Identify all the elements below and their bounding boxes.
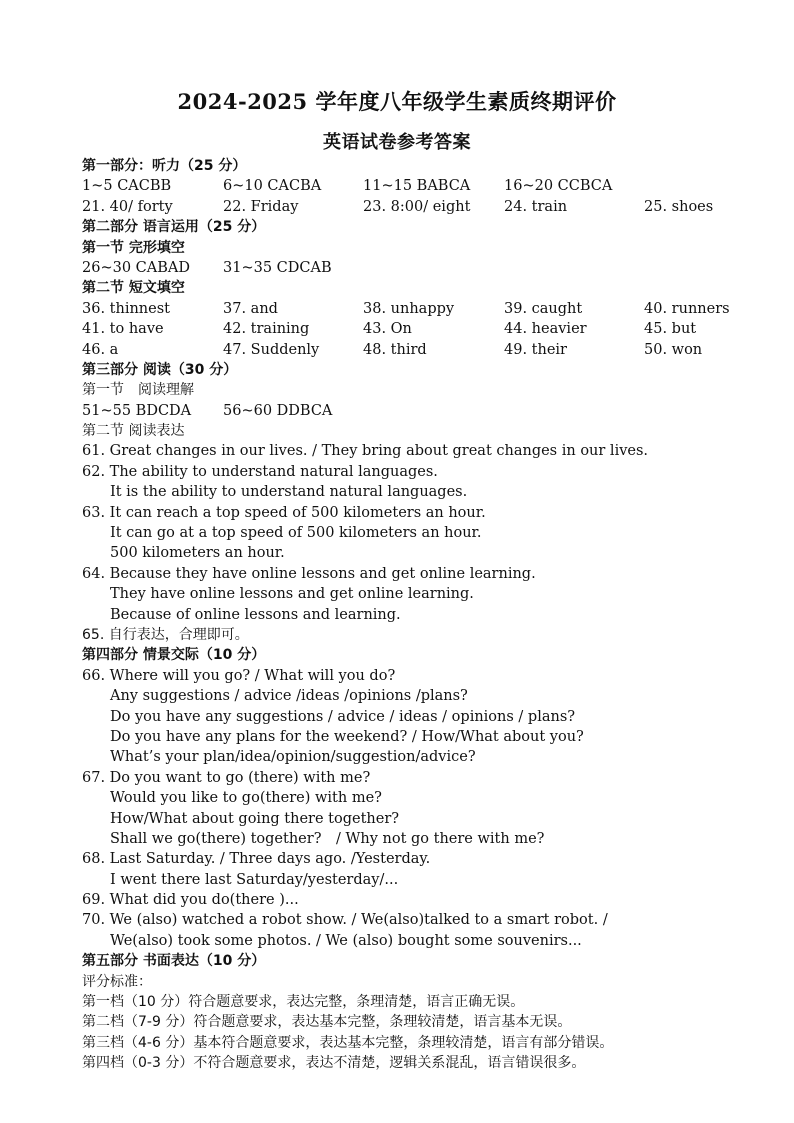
answer-line: 65. 自行表达，合理即可。 bbox=[82, 626, 249, 643]
answer-content bbox=[82, 156, 762, 1074]
answer-cell: 56~60 DDBCA bbox=[223, 402, 333, 419]
answer-line: Do you have any suggestions / advice / ideas / opinions / plans? bbox=[110, 708, 576, 725]
answer-line: I went there last Saturday/yesterday/... bbox=[110, 871, 399, 888]
answer-line: 61. Great changes in our lives. / They bring about great changes in our lives. bbox=[82, 443, 649, 460]
answer-cell: 11~15 BABCA bbox=[363, 178, 471, 195]
answer-cell: 41. to have bbox=[82, 321, 164, 338]
answer-cell: 24. train bbox=[504, 198, 568, 215]
answer-cell: 22. Friday bbox=[223, 198, 299, 215]
answer-cell: 43. On bbox=[363, 321, 412, 338]
criteria-line: 第二档（7-9 分）符合题意要求，表达基本完整，条理较清楚，语言基本无误。 bbox=[82, 1014, 572, 1031]
answer-cell: 39. caught bbox=[504, 300, 583, 317]
part3-heading: 第三部分 阅读（30 分） bbox=[82, 361, 238, 378]
answer-cell: 31~35 CDCAB bbox=[223, 259, 332, 276]
answer-cell: 46. a bbox=[82, 341, 119, 358]
answer-line: 67. Do you want to go (there) with me? bbox=[82, 769, 371, 786]
criteria-line: 第三档（4-6 分）基本符合题意要求，表达基本完整，条理较清楚，语言有部分错误。 bbox=[82, 1034, 614, 1051]
answer-cell: 40. runners bbox=[644, 300, 730, 317]
part1-row1 bbox=[82, 176, 762, 196]
answer-line: Do you have any plans for the weekend? / How/What about you? bbox=[110, 728, 584, 745]
answer-line: 63. It can reach a top speed of 500 kilometers an hour. bbox=[82, 504, 486, 521]
part2-section1-row bbox=[82, 258, 762, 278]
answer-cell: 37. and bbox=[223, 300, 278, 317]
answer-cell: 16~20 CCBCA bbox=[504, 178, 613, 195]
answer-cell: 38. unhappy bbox=[363, 300, 455, 317]
part2-heading: 第二部分 语言运用（25 分） bbox=[82, 219, 266, 236]
answer-cell: 51~55 BDCDA bbox=[82, 402, 192, 419]
part2-section2-row bbox=[82, 340, 762, 360]
answer-cell: 26~30 CABAD bbox=[82, 259, 190, 276]
part1-row2 bbox=[82, 197, 762, 217]
answer-line: Any suggestions / advice /ideas /opinions /plans? bbox=[110, 688, 468, 705]
answer-cell: 23. 8:00/ eight bbox=[363, 198, 471, 215]
part2-section1-heading: 第一节 完形填空 bbox=[82, 239, 185, 256]
answer-line: It can go at a top speed of 500 kilometers an hour. bbox=[110, 525, 482, 542]
answer-cell: 44. heavier bbox=[504, 321, 587, 338]
answer-line: How/What about going there together? bbox=[110, 810, 400, 827]
part3-section1-row bbox=[82, 401, 762, 421]
answer-cell: 42. training bbox=[223, 321, 310, 338]
part2-section2-heading: 第二节 短文填空 bbox=[82, 280, 185, 297]
answer-cell: 1~5 CACBB bbox=[82, 178, 172, 195]
answer-line: Would you like to go(there) with me? bbox=[110, 790, 382, 807]
part2-section2-row bbox=[82, 299, 762, 319]
answer-line: 66. Where will you go? / What will you do? bbox=[82, 667, 396, 684]
answer-line: 62. The ability to understand natural languages. bbox=[82, 463, 438, 480]
answer-cell: 50. won bbox=[644, 341, 703, 358]
criteria-label: 评分标准： bbox=[82, 973, 152, 990]
answer-line: Shall we go(there) together? / Why not go there with me? bbox=[110, 830, 545, 847]
answer-cell: 21. 40/ forty bbox=[82, 198, 173, 215]
answer-cell: 36. thinnest bbox=[82, 300, 170, 317]
part2-section2-row bbox=[82, 319, 762, 339]
document-subtitle: 英语试卷参考答案 bbox=[323, 132, 471, 153]
answer-cell: 45. but bbox=[644, 321, 697, 338]
answer-line: 69. What did you do(there )... bbox=[82, 892, 299, 909]
answer-line: They have online lessons and get online learning. bbox=[110, 586, 474, 603]
answer-cell: 47. Suddenly bbox=[223, 341, 320, 358]
answer-line: We(also) took some photos. / We (also) bought some souvenirs... bbox=[110, 932, 582, 949]
answer-cell: 49. their bbox=[504, 341, 567, 358]
answer-cell: 6~10 CACBA bbox=[223, 178, 322, 195]
part4-heading: 第四部分 情景交际（10 分） bbox=[82, 647, 266, 664]
answer-line: 68. Last Saturday. / Three days ago. /Yesterday. bbox=[82, 851, 431, 868]
document-title: 2024-2025 学年度八年级学生素质终期评价 bbox=[177, 89, 617, 114]
answer-cell: 25. shoes bbox=[644, 198, 714, 215]
answer-line: 500 kilometers an hour. bbox=[110, 545, 285, 562]
criteria-line: 第一档（10 分）符合题意要求，表达完整，条理清楚，语言正确无误。 bbox=[82, 994, 525, 1011]
part1-heading: 第一部分：听力（25 分） bbox=[82, 158, 247, 174]
answer-line: What’s your plan/idea/opinion/suggestion/advice? bbox=[110, 749, 476, 766]
answer-cell: 48. third bbox=[363, 341, 427, 358]
answer-line: Because of online lessons and learning. bbox=[110, 606, 401, 623]
answer-line: It is the ability to understand natural languages. bbox=[110, 484, 468, 501]
part3-section1-heading: 第一节 阅读理解 bbox=[82, 382, 194, 399]
answer-line: 64. Because they have online lessons and get online learning. bbox=[82, 565, 536, 582]
part3-section2-heading: 第二节 阅读表达 bbox=[82, 423, 185, 440]
criteria-line: 第四档（0-3 分）不符合题意要求，表达不清楚，逻辑关系混乱，语言错误很多。 bbox=[82, 1055, 586, 1072]
part5-heading: 第五部分 书面表达（10 分） bbox=[82, 953, 266, 970]
answer-line: 70. We (also) watched a robot show. / We(also)talked to a smart robot. / bbox=[82, 912, 608, 929]
